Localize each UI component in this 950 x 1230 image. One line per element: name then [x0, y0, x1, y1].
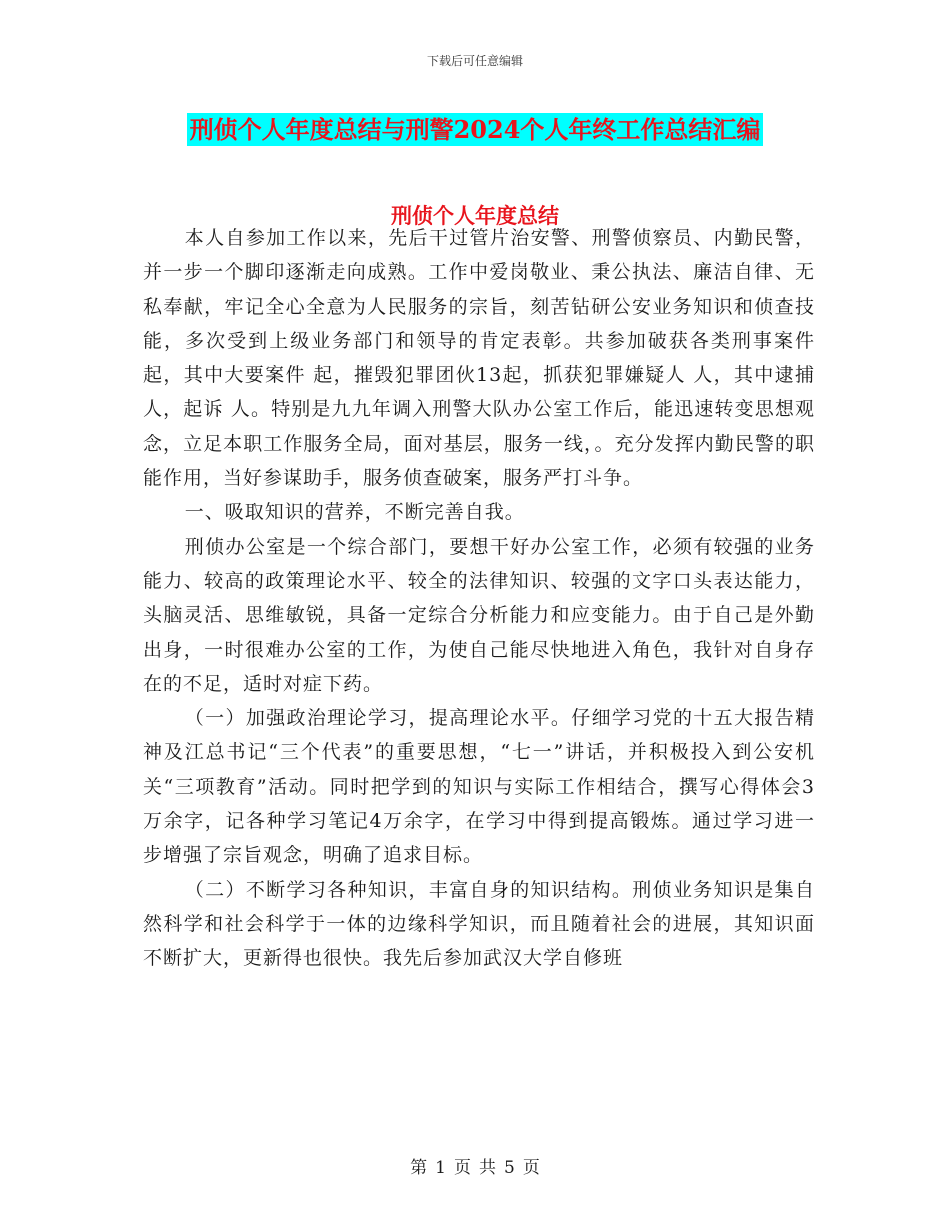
document-title-text: 刑侦个人年度总结与刑警2024个人年终工作总结汇编: [187, 113, 764, 146]
page-footer: [0, 1153, 950, 1178]
footer-page-unit: 页: [454, 1158, 471, 1178]
document-body: [143, 221, 815, 976]
footer-page-label: 第: [410, 1158, 428, 1178]
footer-total-pages: 5: [504, 1158, 515, 1178]
footer-total-unit: 页: [522, 1158, 540, 1178]
paragraph-politics: （一）加强政治理论学习，提高理论水平。仔细学习党的十五大报告精神及江总书记“三个代表”的重要思想，“七一”讲话，并积极投入到公安机关“三项教育”活动。同时把学到的知识与实际工作相结合，撰写心得体会3万余字，记各种学习笔记4万余字，在学习中得到提高锻炼。通过学习进一步增强了宗旨观念，明确了追求目标。: [143, 707, 815, 867]
footer-total-label: 共: [479, 1158, 496, 1178]
document-title: [0, 112, 950, 148]
section-title: 刑侦个人年度总结: [391, 203, 559, 228]
paragraph-intro: 本人自参加工作以来，先后干过管片治安警、刑警侦察员、内勤民警，并一步一个脚印逐渐走向成熟。工作中爱岗敬业、秉公执法、廉洁自律、无私奉献，牢记全心全意为人民服务的宗旨，刻苦钻研公安业务知识和侦查技能，多次受到上级业务部门和领导的肯定表彰。共参加破获各类刑事案件 起，其中大要案件 起，摧毁犯罪团伙13起，抓获犯罪嫌疑人 人，其中逮捕 人，起诉 人。特别是九九年调入刑警大队办公室工作后，能迅速转变思想观念，立足本职工作服务全局，面对基层，服务一线，。充分发挥内勤民警的职能作用，当好参谋助手，服务侦查破案，服务严打斗争。: [143, 227, 815, 490]
header-note: 下载后可任意编辑: [426, 54, 523, 68]
footer-page-number: 1: [435, 1158, 446, 1178]
paragraph-knowledge: （二）不断学习各种知识，丰富自身的知识结构。刑侦业务知识是集自然科学和社会科学于一体的边缘科学知识，而且随着社会的进展，其知识面不断扩大，更新得也很快。我先后参加武汉大学自修班: [143, 878, 815, 970]
paragraph-heading-1: 一、吸取知识的营养，不断完善自我。: [184, 501, 525, 524]
paragraph-office: 刑侦办公室是一个综合部门，要想干好办公室工作，必须有较强的业务能力、较高的政策理论水平、较全的法律知识、较强的文字口头表达能力，头脑灵活、思维敏锐，具备一定综合分析能力和应变能力。由于自己是外勤出身，一时很难办公室的工作，为使自己能尽快地进入角色，我针对自身存在的不足，适时对症下药。: [143, 535, 815, 695]
